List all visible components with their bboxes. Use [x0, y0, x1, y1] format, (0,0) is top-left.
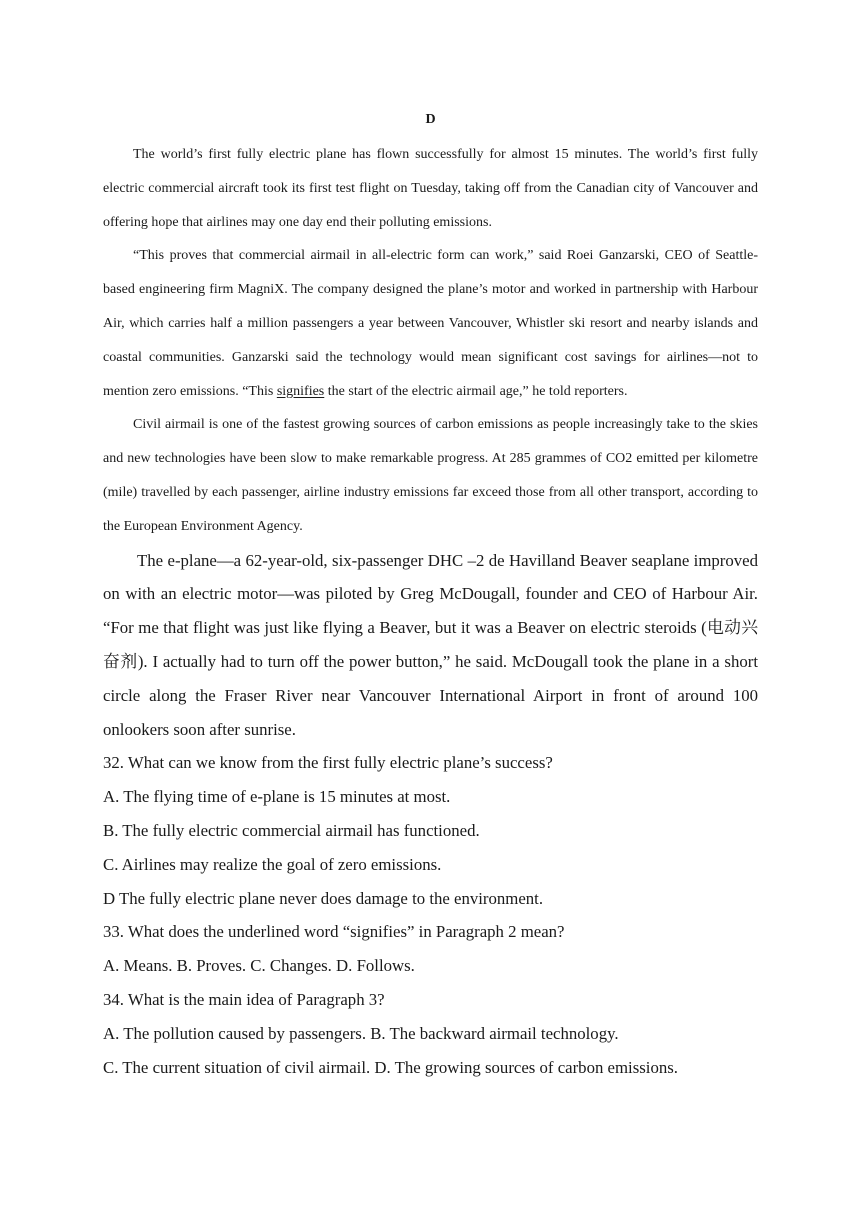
passage-paragraph-2: [103, 239, 758, 408]
section-heading: D: [425, 112, 436, 127]
question-32-option-b: B. The fully electric commercial airmail has functioned.: [103, 820, 480, 840]
paragraph-2-text-start: “This proves that commercial airmail in all-electric form can work,” said Roei Ganzarski, CEO of Seattle-based engineering firm MagniX. The company designed the plane’s motor and worked in partnership with Harbour Air, which carries half a million passengers a year between Vancouver, Whistler ski resort and nearby islands and coastal communities. Ganzarski said the technology would mean significant cost savings for airlines—not to mention zero emissions. “This: [103, 248, 758, 399]
passage-paragraph-3: Civil airmail is one of the fastest growing sources of carbon emissions as people increasingly take to the skies and new technologies have been slow to make remarkable progress. At 285 grammes of CO2 emitted per kilometre (mile) travelled by each passenger, airline industry emissions far exceed those from all other transport, according to the European Environment Agency.: [103, 417, 758, 534]
question-32-option-a: A. The flying time of e-plane is 15 minutes at most.: [103, 787, 451, 807]
question-32-option-c: C. Airlines may realize the goal of zero emissions.: [103, 854, 442, 874]
question-33-options: A. Means. B. Proves. C. Changes. D. Follows.: [103, 956, 415, 976]
question-33: [103, 915, 758, 983]
document-page: [103, 106, 758, 1084]
question-32-option-d: D The fully electric plane never does damage to the environment.: [103, 888, 544, 908]
passage-paragraph-4: The e-plane—a 62-year-old, six-passenger DHC –2 de Havilland Beaver seaplane improved on with an electric motor—was piloted by Greg McDougall, founder and CEO of Harbour Air. “For me that flight was just like flying a Beaver, but it was a Beaver on electric steroids (电动兴奋剂). I actually had to turn off the power button,” he said. McDougall took the plane in a short circle along the Fraser River near Vancouver International Airport in front of around 100 onlookers soon after sunrise.: [103, 550, 758, 739]
question-34-stem: 34. What is the main idea of Paragraph 3?: [103, 989, 385, 1009]
question-34: [103, 983, 758, 1084]
question-32: [103, 746, 758, 915]
passage-paragraph-1: The world’s first fully electric plane has flown successfully for almost 15 minutes. The world’s first fully electric commercial aircraft took its first test flight on Tuesday, taking off from the Canadian city of Vancouver and offering hope that airlines may one day end their polluting emissions.: [103, 147, 758, 230]
underlined-word: signifies: [276, 383, 325, 399]
question-32-stem: 32. What can we know from the first fully electric plane’s success?: [103, 753, 553, 773]
question-34-options-cd: C. The current situation of civil airmail. D. The growing sources of carbon emissions.: [103, 1057, 678, 1077]
question-33-stem: 33. What does the underlined word “signifies” in Paragraph 2 mean?: [103, 922, 565, 942]
paragraph-2-text-end: the start of the electric airmail age,” he told reporters.: [324, 383, 628, 399]
question-34-options-ab: A. The pollution caused by passengers. B. The backward airmail technology.: [103, 1023, 619, 1043]
